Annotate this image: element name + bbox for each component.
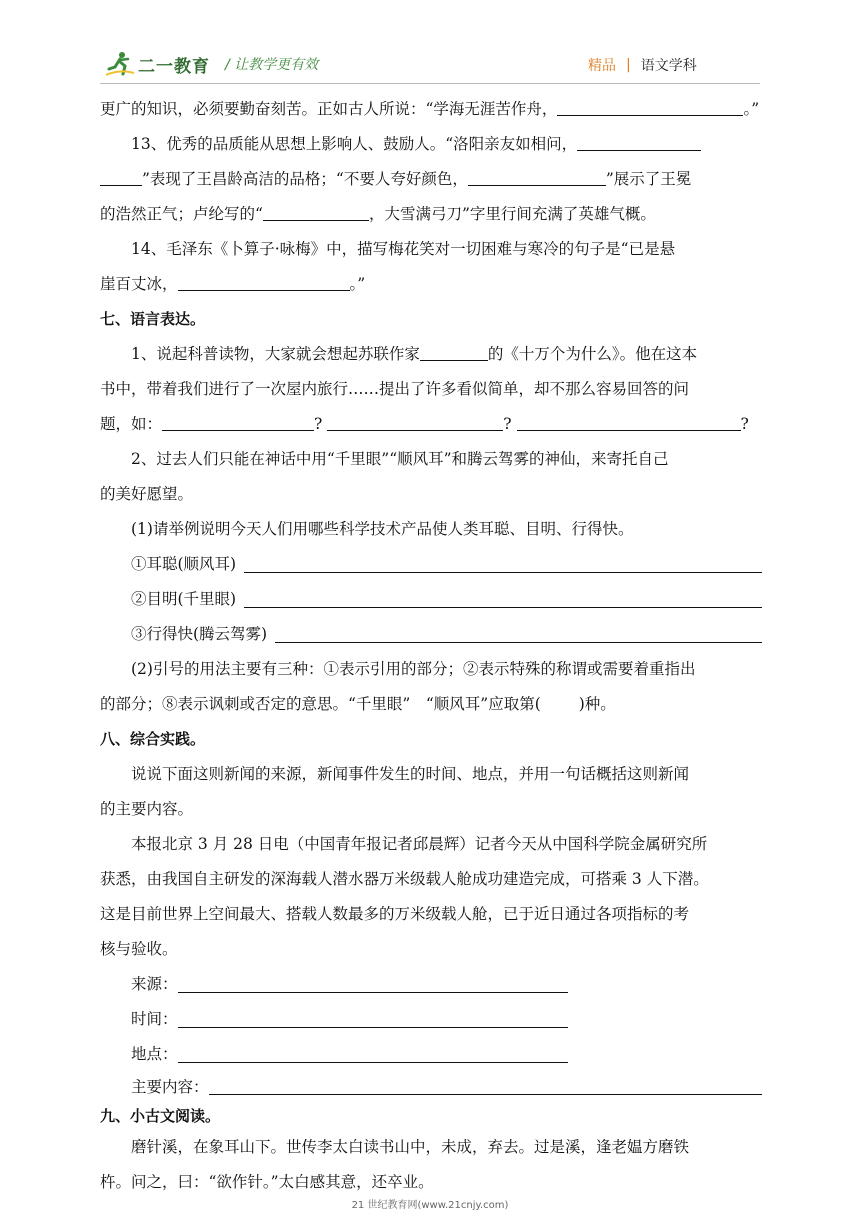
text: ③行得快(腾云驾雾)	[131, 625, 268, 643]
answer-blank[interactable]	[468, 169, 606, 186]
text: 题，如：	[100, 415, 163, 433]
answer-blank[interactable]	[263, 204, 369, 221]
news-text: 本报北京 3 月 28 日电（中国青年报记者邱晨辉）记者今天从中国科学院金属研究所	[131, 835, 708, 853]
answer-row-speed	[100, 617, 762, 652]
field-time	[100, 1002, 762, 1037]
answer-blank[interactable]	[557, 99, 743, 116]
guwen-text: 磨针溪，在象耳山下。世传李太白读书山中，未成，弃去。过是溪，逢老媪方磨铁	[131, 1138, 690, 1156]
section-7-title: 七、语言表达。	[100, 310, 206, 328]
s7-question-1-line3	[100, 407, 762, 442]
text: ①耳聪(顺风耳)	[131, 555, 237, 573]
page-header	[0, 0, 860, 90]
field-place	[100, 1037, 762, 1072]
answer-row-sight	[100, 582, 762, 617]
question-13-line2	[100, 162, 762, 197]
field-source	[100, 967, 762, 1002]
answer-blank[interactable]	[162, 414, 314, 431]
s7-question-1	[100, 337, 762, 372]
answer-blank[interactable]	[100, 169, 142, 186]
text: 崖百丈冰，	[100, 275, 178, 293]
header-divider	[100, 83, 760, 84]
question-14: 14、毛泽东《卜算子·咏梅》中，描写梅花笑对一切困难与寒冷的句子是“已是悬	[131, 240, 676, 258]
s8-instruction: 说说下面这则新闻的来源，新闻事件发生的时间、地点，并用一句话概括这则新闻	[131, 765, 690, 783]
text: ，大雪满弓刀”字里行间充满了英雄气概。	[368, 205, 656, 223]
field-main-content	[100, 1072, 762, 1102]
text: 。”	[743, 100, 760, 118]
text: ②目明(千里眼)	[131, 590, 237, 608]
subject-tag: 语文学科	[640, 58, 697, 74]
answer-line[interactable]	[178, 1046, 568, 1063]
header-tags	[588, 55, 697, 75]
document-body	[100, 92, 762, 1200]
text: 地点：	[131, 1045, 178, 1063]
section-9-title: 九、小古文阅读。	[100, 1107, 221, 1125]
news-text-line3: 这是目前世界上空间最大、搭载人数最多的万米级载人舱，已于近日通过各项指标的考	[100, 905, 690, 923]
text: 时间：	[131, 1010, 178, 1028]
answer-line[interactable]	[178, 976, 568, 993]
text: 13、优秀的品质能从思想上影响人、鼓励人。“洛阳亲友如相问，	[131, 135, 578, 153]
text: 的浩然正气；卢纶写的“	[100, 205, 263, 223]
question-13-line3	[100, 197, 762, 232]
text: ”表现了王昌龄高洁的品格；“不要人夸好颜色，	[142, 170, 468, 188]
s8-instruction-line2: 的主要内容。	[100, 800, 194, 818]
answer-blank[interactable]	[420, 344, 488, 361]
page-footer: 21 世纪教育网(www.21cnjy.com)	[351, 1200, 509, 1211]
quality-tag: 精品	[588, 58, 616, 74]
text: ?	[314, 415, 323, 433]
logo-text: 二一教育	[138, 56, 210, 77]
answer-blank[interactable]	[178, 274, 350, 291]
s7-question-2-line2: 的美好愿望。	[100, 485, 194, 503]
text: ?	[740, 415, 749, 433]
news-text-line2: 获悉，由我国自主研发的深海载人潜水器万米级载人舱成功建造完成，可搭乘 3 人下潜。	[100, 870, 709, 888]
q12-continuation	[100, 92, 762, 127]
runner-icon	[106, 51, 134, 77]
slogan: / 让教学更有效	[225, 57, 319, 73]
answer-line[interactable]	[275, 626, 762, 643]
text: ?	[503, 415, 512, 433]
question-13	[100, 127, 762, 162]
logo	[106, 50, 226, 78]
answer-line[interactable]	[244, 591, 762, 608]
answer-blank[interactable]	[327, 414, 503, 431]
s7-question-2-part1: (1)请举例说明今天人们用哪些科学技术产品使人类耳聪、目明、行得快。	[131, 520, 634, 538]
section-8-title: 八、综合实践。	[100, 730, 206, 748]
text: 的部分；⑧表示讽刺或否定的意思。“千里眼” “顺风耳”应取第(	[100, 695, 541, 713]
answer-line[interactable]	[244, 556, 762, 573]
text: 更广的知识，必须要勤奋刻苦。正如古人所说：“学海无涯苦作舟，	[100, 100, 558, 118]
answer-line[interactable]	[209, 1078, 762, 1095]
text: 来源：	[131, 975, 178, 993]
text: ”展示了王冕	[605, 170, 692, 188]
text: )种。	[578, 695, 616, 713]
s7-question-2: 2、过去人们只能在神话中用“千里眼”“顺风耳”和腾云驾雾的神仙，来寄托自己	[131, 450, 669, 468]
question-14-line2	[100, 267, 762, 302]
answer-row-hearing	[100, 547, 762, 582]
answer-line[interactable]	[178, 1011, 568, 1028]
s7-question-2-part2-line2	[100, 687, 762, 722]
text: 的《十万个为什么》。他在这本	[487, 345, 698, 363]
answer-blank[interactable]	[517, 414, 741, 431]
text: 主要内容：	[131, 1078, 209, 1096]
guwen-text-line2: 杵。问之，曰：“欲作针。”太白感其意，还卒业。	[100, 1173, 434, 1191]
header-separator: |	[626, 57, 631, 73]
text: 1、说起科普读物，大家就会想起苏联作家	[131, 345, 420, 363]
text: 。”	[349, 275, 366, 293]
news-text-line4: 核与验收。	[100, 940, 178, 958]
s7-question-2-part2: (2)引号的用法主要有三种：①表示引用的部分；②表示特殊的称谓或需要着重指出	[131, 660, 696, 678]
s7-question-1-line2: 书中，带着我们进行了一次屋内旅行……提出了许多看似简单，却不那么容易回答的问	[100, 380, 690, 398]
answer-blank[interactable]	[577, 134, 701, 151]
